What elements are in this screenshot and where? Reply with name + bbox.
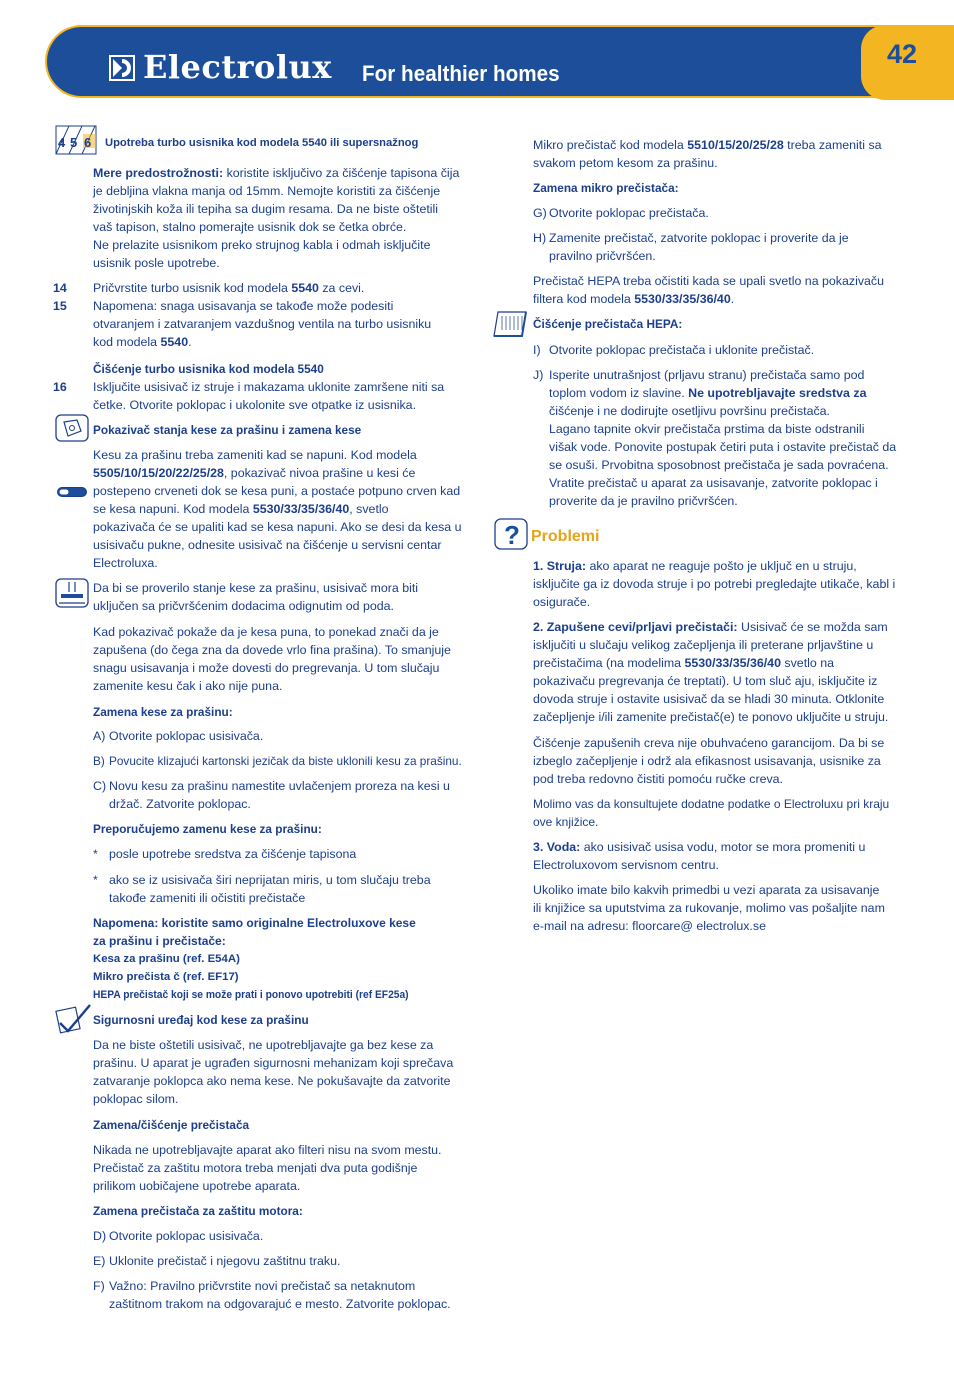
step-text: Otvorite poklopac usisivača. xyxy=(109,729,264,743)
step-label: E) xyxy=(93,1254,106,1268)
step-label: C) xyxy=(93,779,107,793)
page-header xyxy=(45,25,954,100)
bullet-text: posle upotrebe sredstva za čišćenje tapisona xyxy=(109,847,357,861)
question-icon xyxy=(494,518,528,550)
caution-line: životinjskih koža ili tepiha sa dugim resama. Da ne biste oštetili xyxy=(93,202,439,216)
section-title: Zamena kese za prašinu: xyxy=(93,705,233,719)
problem-line: začepljenje i/ili zamenite prečistač(e) te ponovo uključite u struju. xyxy=(533,710,889,724)
svg-text:?: ? xyxy=(504,520,520,550)
problem-line: Čišćenje zapušenih creva nije obuhvaćeno garancijom. Da bi se xyxy=(533,736,885,750)
step-number: 14 xyxy=(53,281,67,295)
problem-line: pod treba redovno čistiti pomoću ručke creva. xyxy=(533,772,784,786)
step-label: B) xyxy=(93,754,105,768)
problem-line: Molimo vas da konsultujete dodatne podatke o Electroluxu pri kraju xyxy=(533,797,890,811)
step-text: Isključite usisivač iz struje i makazama uklonite zamršene niti sa xyxy=(93,380,445,394)
note-line: Napomena: koristite samo originalne Electroluxove kese xyxy=(93,916,416,930)
caution-line: Mere predostrožnosti: koristite isključivo za čišćenje tapisona čija xyxy=(93,166,460,180)
step-text: se osuši. Prvobitna sposobnost prečistača je sada povraćena. xyxy=(549,458,889,472)
ref-line: Mikro prečista č (ref. EF17) xyxy=(93,971,239,983)
bullet-text: takođe zameniti ili očistiti prečistače xyxy=(109,891,306,905)
section-title: Zamena mikro prečistača: xyxy=(533,181,679,195)
step-text: Novu kesu za prašinu namestite uvlačenjem proreza na kesi u xyxy=(109,779,450,793)
section-title: Čišćenje prečistača HEPA: xyxy=(533,317,683,331)
body-line: filtera kod modela 5530/33/35/36/40. xyxy=(533,292,735,306)
note-line: za prašinu i prečistače: xyxy=(93,934,226,948)
body-line: Prečistač za zaštitu motora treba menjati dva puta godišnje xyxy=(93,1161,418,1175)
step-label: I) xyxy=(533,343,541,357)
step-text: otvaranjem i zatvaranjem vazdušnog ventila na turbo usisniku xyxy=(93,317,432,331)
body-line: Nikada ne upotrebljavajte aparat ako filteri nisu na svom mestu. xyxy=(93,1143,442,1157)
ref-line: HEPA prečistač koji se može prati i ponovo upotrebiti (ref EF25a) xyxy=(93,989,409,1001)
step-label: H) xyxy=(533,231,547,245)
electrolux-logo-icon xyxy=(109,55,135,81)
ref-line: Kesa za prašinu (ref. E54A) xyxy=(93,953,240,965)
step-text: pravilno pričvršćen. xyxy=(549,249,656,263)
section-title: Čišćenje turbo usisnika kod modela 5540 xyxy=(93,362,324,376)
step-text: Vratite prečistač u aparat za usisavanje, zatvorite poklopac i xyxy=(549,476,878,490)
badge-digit-5: 5 xyxy=(70,135,78,150)
nozzle-lifted-icon xyxy=(55,578,89,608)
problems-heading: Problemi xyxy=(531,528,600,545)
body-line: postepeno crveneti dok se kesa puni, a postaće potpuno crven kad xyxy=(93,484,461,498)
step-text: Otvorite poklopac prečistača i uklonite prečistač. xyxy=(549,343,815,357)
body-line: pokazivača će se upaliti kad se kesa napuni. Ako se desi da kesa u xyxy=(93,520,462,534)
model-badge-icon xyxy=(55,125,97,155)
step-text: zaštitnom trakom na odgovarajuć e mesto. Zatvorite poklopac. xyxy=(109,1297,451,1311)
step-label: D) xyxy=(93,1229,107,1243)
body-line: Kad pokazivač pokaže da je kesa puna, to ponekad znači da je xyxy=(93,625,439,639)
step-text: Isperite unutrašnjost (prljavu stranu) prečistača samo pod xyxy=(549,368,865,382)
dust-bag-icon xyxy=(55,414,89,442)
section-title: Zamena prečistača za zaštitu motora: xyxy=(93,1204,303,1218)
step-text: Otvorite poklopac usisivača. xyxy=(109,1229,264,1243)
problem-line: 3. Voda: ako usisivač usisa vodu, motor se mora promeniti u xyxy=(533,840,866,854)
body-line: zatvaranje poklopca ako nema kese. Ne pokušavajte da zatvorite xyxy=(93,1074,451,1088)
body-line: 5505/10/15/20/22/25/28, pokazivač nivoa prašine u kesi će xyxy=(93,466,416,480)
step-text: Napomena: snaga usisavanja se takođe može podesiti xyxy=(93,299,394,313)
contact-line: ili knjižice sa uputstvima za rukovanje, molimo vas pošaljite nam xyxy=(533,901,885,915)
page-number: 42 xyxy=(887,39,918,69)
section-title: Preporučujemo zamenu kese za prašinu: xyxy=(93,822,322,836)
step-text: Povucite klizajući kartonski jezičak da biste uklonili kesu za prašinu. xyxy=(109,754,462,768)
body-line: usisivaču pukne, odnesite usisivač na čišćenje u servisni centar xyxy=(93,538,442,552)
body-line: poklopac silom. xyxy=(93,1092,179,1106)
badge-digit-4: 4 xyxy=(58,135,66,150)
brand-tagline: For healthier homes xyxy=(362,61,560,86)
indicator-light-icon xyxy=(57,487,87,497)
step-number: 16 xyxy=(53,380,67,394)
step-text: Pričvrstite turbo usisnik kod modela 5540 za cevi. xyxy=(93,281,365,295)
caution-line: vaš tapison, stalno pomerajte usisnik dok se četka obrće. xyxy=(93,220,407,234)
body-line: se kesa napuni. Kod modela 5530/33/35/36/40, svetlo xyxy=(93,502,389,516)
step-text: proverite da je pravilno pričvršćen. xyxy=(549,494,738,508)
body-line: Kesu za prašinu treba zameniti kad se napuni. Kod modela xyxy=(93,448,417,462)
bullet-text: ako se iz usisivača širi neprijatan miris, u tom slučaju treba xyxy=(109,873,431,887)
step-label: J) xyxy=(533,368,544,382)
step-text: Lagano tapnite okvir prečistača prstima da biste odstranili xyxy=(549,422,865,436)
step-number: 15 xyxy=(53,299,67,313)
step-text: Otvorite poklopac prečistača. xyxy=(549,206,709,220)
step-label: F) xyxy=(93,1279,105,1293)
body-line: Electroluxa. xyxy=(93,556,158,570)
problem-line: dovoda struje i ostavite usisivač da se hladi 30 minuta. Otklonite xyxy=(533,692,885,706)
section-title: Upotreba turbo usisnika kod modela 5540 ili supersnažnog xyxy=(105,137,419,149)
body-line: prilikom uobičajene upotrebe aparata. xyxy=(93,1179,301,1193)
body-line: snagu usisavanja i može dovesti do pregrevanja. U tom slučaju xyxy=(93,661,440,675)
problem-line: isključite ga iz dovoda struje i po potrebi pregledajte utikače, kabl i xyxy=(533,577,896,591)
step-label: A) xyxy=(93,729,106,743)
body-line: uključen sa pričvršćenim dodacima odignutim od poda. xyxy=(93,599,394,613)
body-line: Mikro prečistač kod modela 5510/15/20/25/28 treba zameniti sa xyxy=(533,138,882,152)
body-line: Prečistač HEPA treba očistiti kada se upali svetlo na pokazivaču xyxy=(533,274,885,288)
step-text: Važno: Pravilno pričvrstite novi prečistač sa netaknutom xyxy=(109,1279,416,1293)
caution-line: usisnik posle upotrebe. xyxy=(93,256,220,270)
contact-line: Ukoliko imate bilo kakvih primedbi u vezi aparata za usisavanje xyxy=(533,883,880,897)
step-label: G) xyxy=(533,206,547,220)
problem-line: Electroluxovom servisnom centru. xyxy=(533,858,719,872)
problem-line: prečistačima (na modelima 5530/33/35/36/40 svetlo na xyxy=(533,656,835,670)
body-line: Da ne biste oštetili usisivač, ne upotrebljavajte ga bez kese za xyxy=(93,1038,434,1052)
brand-name: Electrolux xyxy=(143,48,332,86)
contact-line: e-mail na adresu: floorcare@ electrolux.se xyxy=(533,919,766,933)
checkmark-icon xyxy=(54,1003,92,1035)
bullet: * xyxy=(93,847,98,861)
step-text: višak vode. Ponovite postupak četiri puta i ostavite prečistač da xyxy=(549,440,897,454)
body-line: zamenite kesu čak i ako nije puna. xyxy=(93,679,283,693)
step-text: čišćenje i ne dodirujte osetljivu površinu prečistača. xyxy=(549,404,830,418)
hepa-filter-icon xyxy=(492,308,530,340)
step-text: četke. Otvorite poklopac i ukolonite sve otpatke iz usisnika. xyxy=(93,398,417,412)
body-line: svakom petom kesom za prašinu. xyxy=(533,156,718,170)
problem-line: izbeglo začepljenje i održ ala efikasnost usisavanja, usisnike za xyxy=(533,754,881,768)
problem-line: 2. Zapušene cevi/prljavi prečistači: Usisivač će se možda sam xyxy=(533,620,888,634)
step-text: kod modela 5540. xyxy=(93,335,192,349)
problem-line: pokazivaču pregrevanja će treptati). U tom sluč aju, isključite iz xyxy=(533,674,878,688)
step-text: toplom vodom iz slavine. Ne upotrebljavajte sredstva za xyxy=(549,386,867,400)
section-title: Pokazivač stanja kese za prašinu i zamena kese xyxy=(93,423,362,437)
problem-line: ove knjižice. xyxy=(533,815,599,829)
body-line: Da bi se proverilo stanje kese za prašinu, usisivač mora biti xyxy=(93,581,419,595)
problem-line: 1. Struja: ako aparat ne reaguje pošto je uključ en u struju, xyxy=(533,559,857,573)
step-text: Zamenite prečistač, zatvorite poklopac i proverite da je xyxy=(549,231,849,245)
body-line: prašinu. U aparat je ugrađen sigurnosni mehanizam koji sprečava xyxy=(93,1056,454,1070)
caution-line: je debljina vlakna manja od 15mm. Nemojte koristiti za čišćenje xyxy=(93,184,441,198)
badge-digit-6: 6 xyxy=(84,135,92,150)
problem-line: osigurače. xyxy=(533,595,591,609)
body-line: zapušena (do čega zna da dovede vrlo fina prašina). To smanjuje xyxy=(93,643,451,657)
problem-line: isključiti u slučaju velikog začepljenja ili preterane prljavštine u xyxy=(533,638,874,652)
bullet: * xyxy=(93,873,98,887)
caution-line: Ne prelazite usisnikom preko strujnog kabla i odmah isključite xyxy=(93,238,431,252)
step-text: držač. Zatvorite poklopac. xyxy=(109,797,251,811)
section-title: Zamena/čišćenje prečistača xyxy=(93,1118,250,1132)
section-title: Sigurnosni uređaj kod kese za prašinu xyxy=(93,1013,309,1027)
step-text: Uklonite prečistač i njegovu zaštitnu traku. xyxy=(109,1254,341,1268)
